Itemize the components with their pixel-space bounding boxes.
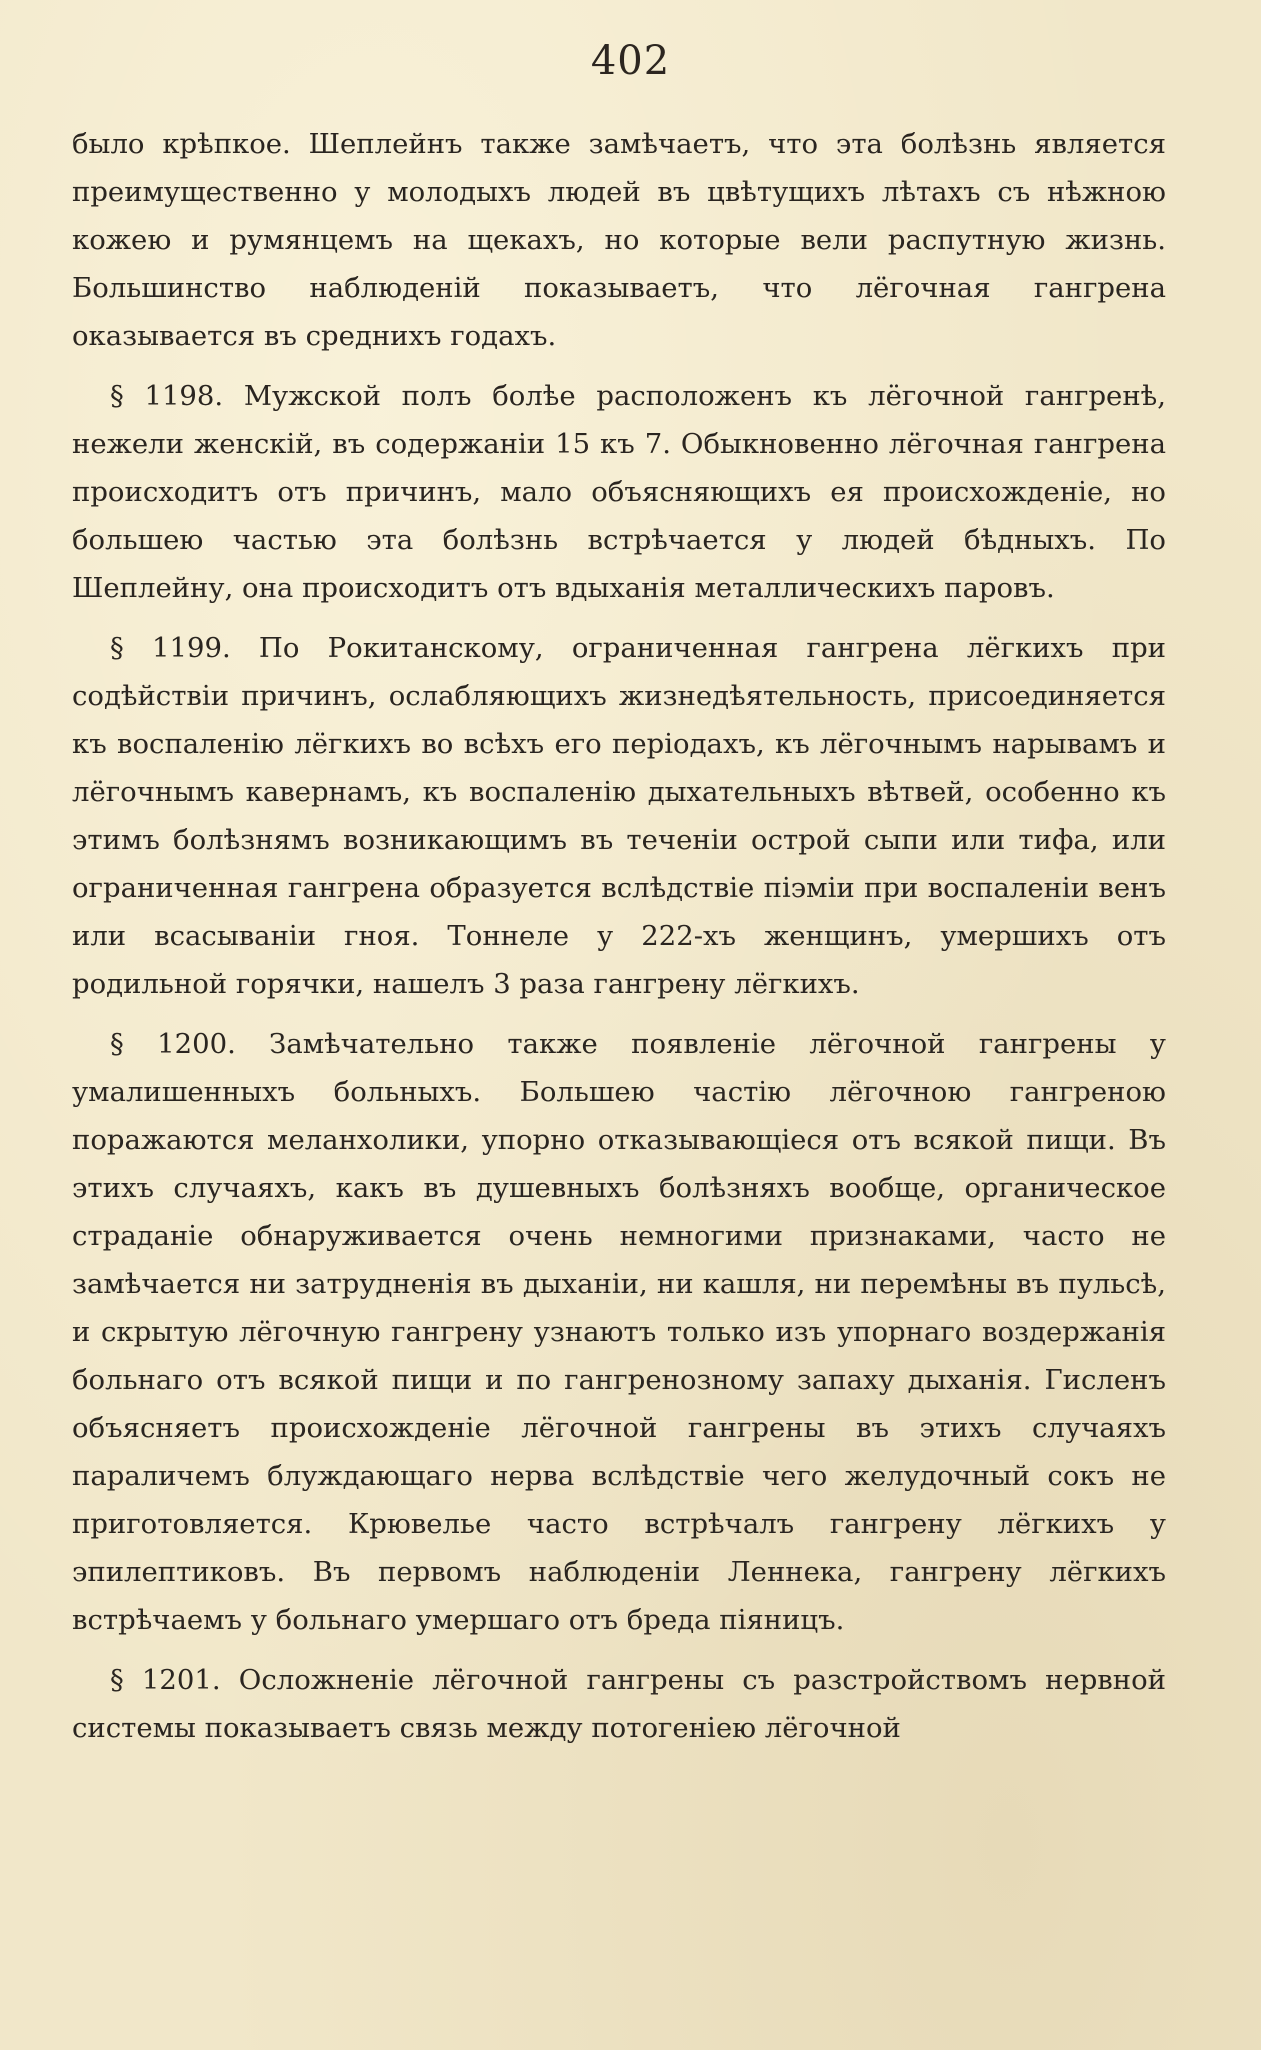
- paragraph-continuation: было крѣпкое. Шеплейнъ также замѣчаетъ, что эта болѣзнь является преимущественно у молодыхъ людей въ цвѣтущихъ лѣтахъ съ нѣжною кожею и румянцемъ на щекахъ, но которые вели распутную жизнь. Большинство наблюденій показываетъ, что лёгочная гангрена оказывается въ среднихъ годахъ.: [72, 128, 1166, 352]
- page-number: 402: [590, 38, 671, 84]
- paragraph-section-1201: § 1201. Осложненіе лёгочной гангрены съ разстройствомъ нервной системы показываетъ связь между потогеніею лёгочной: [72, 1664, 1166, 1744]
- paragraph-section-1199: § 1199. По Рокитанскому, ограниченная гангрена лёгкихъ при содѣйствіи причинъ, ослабляющихъ жизнедѣятельность, присоединяется къ воспаленію лёгкихъ во всѣхъ его періодахъ, къ лёгочнымъ нарывамъ и лёгочнымъ кавернамъ, къ воспаленію дыхательныхъ вѣтвей, особенно къ этимъ болѣзнямъ возникающимъ въ теченіи острой сыпи или тифа, или ограниченная гангрена образуется вслѣдствіе піэміи при воспаленіи венъ или всасываніи гноя. Тоннеле у 222-хъ женщинъ, умершихъ отъ родильной горячки, нашелъ 3 раза гангрену лёгкихъ.: [72, 632, 1166, 1000]
- paragraph-section-1200: § 1200. Замѣчательно также появленіе лёгочной гангрены у умалишенныхъ больныхъ. Большею частію лёгочною гангреною поражаются меланхолики, упорно отказывающіеся отъ всякой пищи. Въ этихъ случаяхъ, какъ въ душевныхъ болѣзняхъ вообще, органическое страданіе обнаруживается очень немногими признаками, часто не замѣчается ни затрудненія въ дыханіи, ни кашля, ни перемѣны въ пульсѣ, и скрытую лёгочную гангрену узнаютъ только изъ упорнаго воздержанія больнаго отъ всякой пищи и по гангренозному запаху дыханія. Гисленъ объясняетъ происхожденіе лёгочной гангрены въ этихъ случаяхъ параличемъ блуждающаго нерва вслѣдствіе чего желудочный сокъ не приготовляется. Крювелье часто встрѣчалъ гангрену лёгкихъ у эпилептиковъ. Въ первомъ наблюденіи Леннека, гангрену лёгкихъ встрѣчаемъ у больнаго умершаго отъ бреда піяницъ.: [72, 1028, 1166, 1636]
- page-body: [72, 120, 1166, 1764]
- paragraph-section-1198: § 1198. Мужской полъ болѣе расположенъ къ лёгочной гангренѣ, нежели женскій, въ содержаніи 15 къ 7. Обыкновенно лёгочная гангрена происходитъ отъ причинъ, мало объясняющихъ ея происхожденіе, но большею частью эта болѣзнь встрѣчается у людей бѣдныхъ. По Шеплейну, она происходитъ отъ вдыханія металлическихъ паровъ.: [72, 380, 1166, 604]
